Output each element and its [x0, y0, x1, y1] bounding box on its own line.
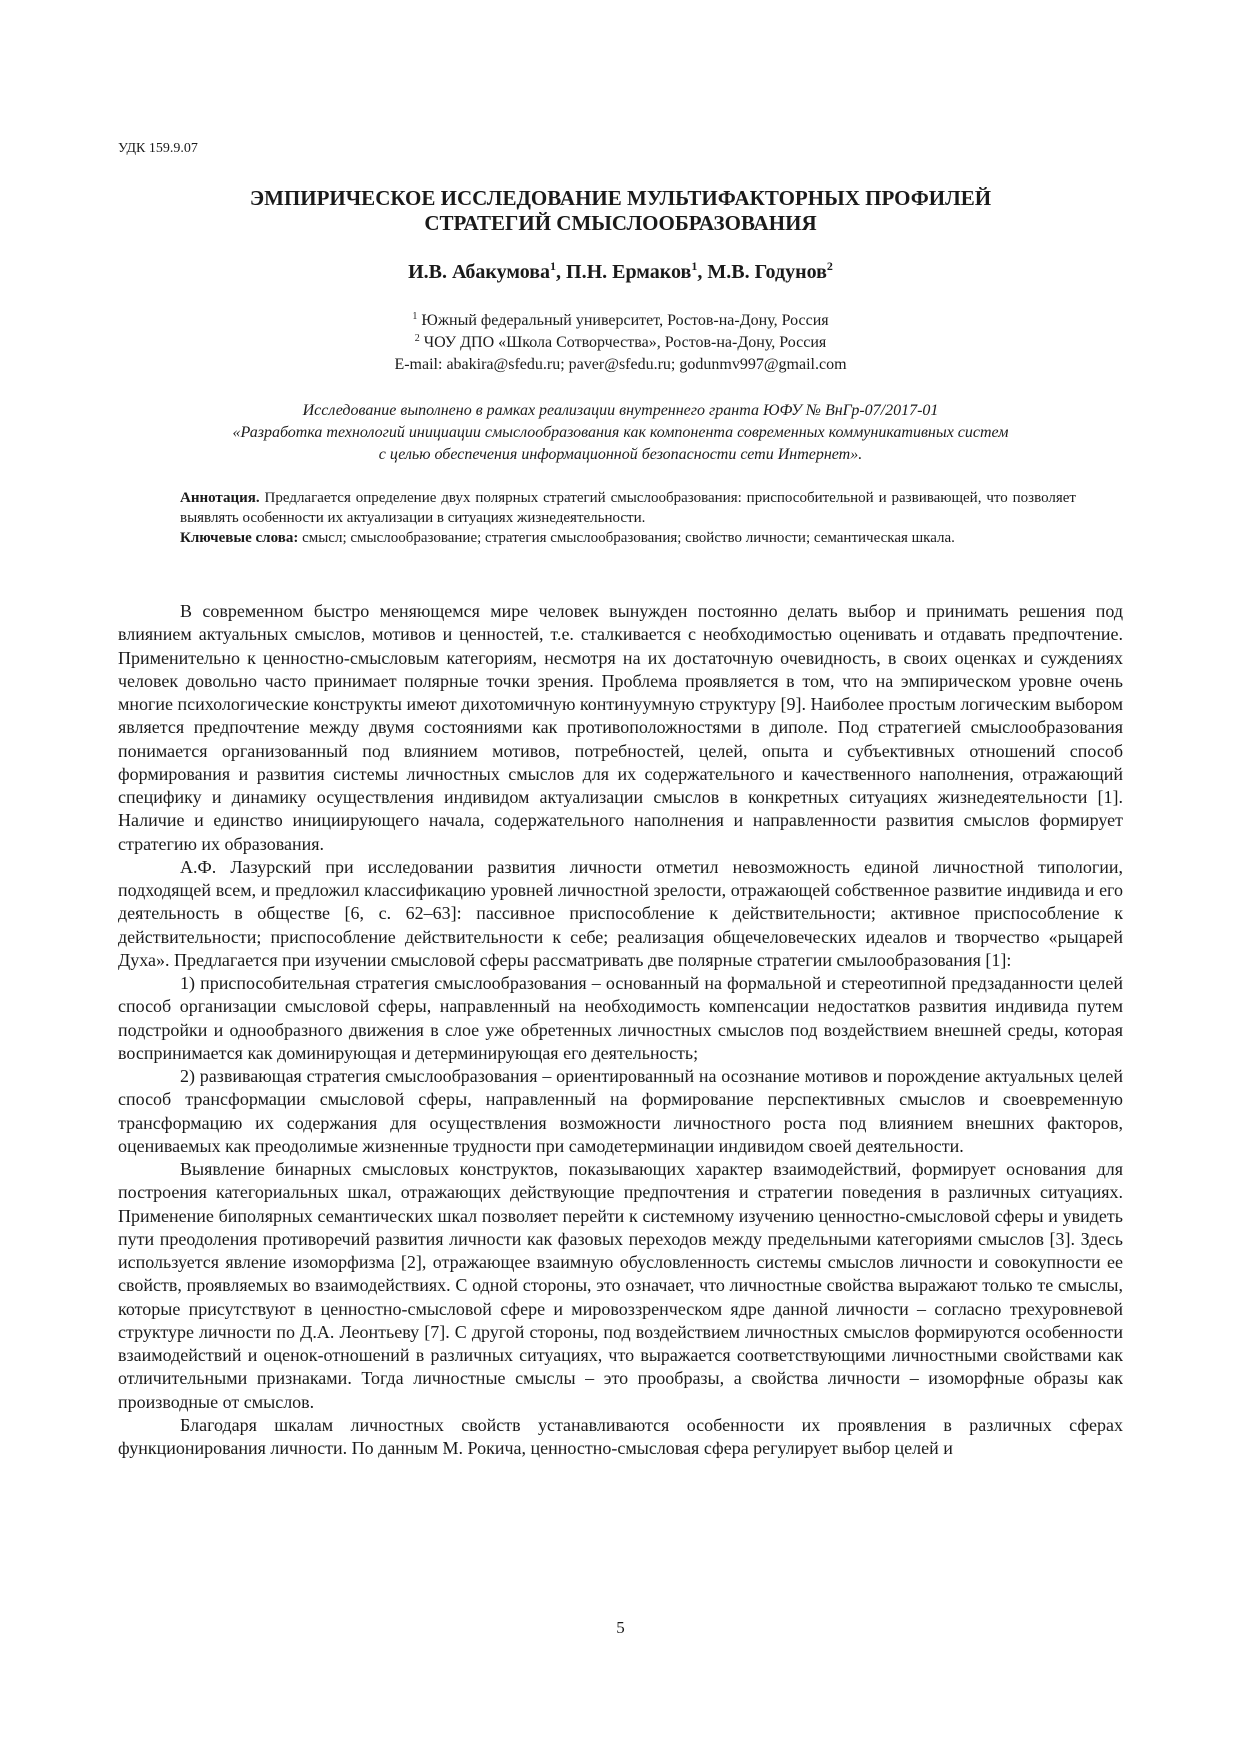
affiliation-mark: 2	[414, 333, 420, 344]
grant-line-3: с целью обеспечения информационной безопасности сети Интернет».	[378, 446, 863, 463]
abstract	[180, 488, 1076, 528]
grant-line-2: «Разработка технологий инициации смыслообразования как компонента современных коммуникативных систем	[232, 424, 1009, 441]
keywords	[180, 528, 1076, 548]
author-affil-mark: 2	[826, 259, 833, 273]
author-affil-mark: 1	[550, 259, 557, 273]
grant-acknowledgement	[120, 400, 1121, 466]
author-list: И.В. Абакумова$^1$, П.Н. Ермаков$^1$, М.В. Годунов$^2$	[408, 259, 833, 283]
body-paragraph: В современном быстро меняющемся мире человек вынужден постоянно делать выбор и принимать решения под влиянием актуальных смыслов, мотивов и ценностей, т.е. сталкивается с необходимостью оценивать и отдавать предпочтение. Применительно к ценностно-смысловым категориям, несмотря на их достаточную очевидность, в своих оценках и суждениях человек довольно часто принимает полярные точки зрения. Проблема проявляется в том, что на эмпирическом уровне очень многие психологические конструкты имеют дихотомичную континуумную структуру [9]. Наиболее простым логическим выбором является предпочтение между двумя состояниями как противоположностями в диполе. Под стратегией смыслообразования понимается организованный под влиянием мотивов, потребностей, целей, опыта и субъективных отношений способ формирования и развития системы личностных смыслов для их содержательного и качественного наполнения, отражающий специфику и динамику осуществления индивидом актуализации смыслов в конкретных ситуациях жизнедеятельности [1]. Наличие и единство инициирующего начала, содержательного наполнения и направленности развития смыслов формирует стратегию их образования.	[118, 601, 1123, 854]
title-line-1: ЭМПИРИЧЕСКОЕ ИССЛЕДОВАНИЕ МУЛЬТИФАКТОРНЫХ ПРОФИЛЕЙ	[249, 186, 992, 210]
author-affil-mark: 1	[691, 259, 698, 273]
body-paragraph: Выявление бинарных смысловых конструктов, показывающих характер взаимодействий, формирует основания для построения категориальных шкал, отражающих действующие предпочтения и стратегии поведения в различных ситуациях. Применение биполярных семантических шкал позволяет перейти к системному изучению ценностно-смысловой сферы и увидеть пути преодоления противоречий развития личности как фазовых переходов между предельными категориями смыслов [3]. Здесь используется явление изоморфизма [2], отражающее взаимную обусловленность системы смыслов личности и совокупности ее свойств, проявляемых во взаимодействиях. С одной стороны, это означает, что личностные свойства выражают только те смыслы, которые присутствуют в ценностно-смысловой сфере и мировоззренческом ядре данной личности – согласно трехуровневой структуре личности по Д.А. Леонтьеву [7]. С другой стороны, под воздействием личностных смыслов формируются особенности взаимодействий и оценок-отношений в различных ситуациях, что выражается соответствующими личностными свойствами как отличительными признаками. Тогда личностные смыслы – это прообразы, а свойства личности – изоморфные образы как производные от смыслов.	[118, 1159, 1123, 1412]
body-paragraph: Благодаря шкалам личностных свойств устанавливаются особенности их проявления в различных сферах функционирования личности. По данным М. Рокича, ценностно-смысловая сфера регулирует выбор целей и	[118, 1414, 1123, 1458]
email-line: E-mail: abakira@sfedu.ru; paver@sfedu.ru; godunmv997@gmail.com	[394, 356, 847, 373]
keywords-label: Ключевые слова:	[180, 530, 299, 546]
author-name: М.В. Годунов	[707, 261, 827, 283]
body-paragraph: 2) развивающая стратегия смыслообразования – ориентированный на осознание мотивов и порождение актуальных целей способ трансформации смысловой сферы, направленный на формирование перспективных смыслов и своевременную трансформацию их содержания для осуществления возможности личностного роста под влиянием внешних факторов, оцениваемых как преодолимые жизненные трудности при самодетерминации индивидом своей деятельности.	[118, 1066, 1123, 1156]
affiliation-item	[120, 310, 1121, 332]
abstract-text: Предлагается определение двух полярных стратегий смыслообразования: приспособительной и развивающей, что позволяет выявлять особенности их актуализации в ситуациях жизнедеятельности.	[180, 490, 1076, 526]
author-name: П.Н. Ермаков	[566, 261, 692, 283]
author-name: И.В. Абакумова	[408, 261, 551, 283]
affiliation-mark: 1	[412, 311, 418, 322]
title-line-2: СТРАТЕГИЙ СМЫСЛООБРАЗОВАНИЯ	[424, 211, 817, 235]
paper-title	[120, 186, 1121, 236]
affiliation-text: ЧОУ ДПО «Школа Сотворчества», Ростов-на-Дону, Россия	[419, 334, 827, 351]
body-text	[118, 600, 1123, 1460]
abstract-block	[180, 488, 1076, 548]
page-number: 5	[616, 1618, 625, 1637]
keywords-text: смысл; смыслообразование; стратегия смыслообразования; свойство личности; семантическая шкала.	[298, 530, 955, 546]
grant-line-1: Исследование выполнено в рамках реализации внутреннего гранта ЮФУ № ВнГр-07/2017-01	[302, 402, 939, 419]
affiliation-item	[120, 332, 1121, 354]
body-paragraph: 1) приспособительная стратегия смыслообразования – основанный на формальной и стереотипной предзаданности целей способ организации смысловой сферы, направленный на необходимость компенсации недостатков развития индивида путем подстройки и однообразного движения в слое уже обретенных личностных смыслов под воздействием внешней среды, которая воспринимается как доминирующая и детерминирующая его деятельность;	[118, 973, 1123, 1063]
affiliation-text: Южный федеральный университет, Ростов-на-Дону, Россия	[417, 312, 829, 329]
udk-code: УДК 159.9.07	[118, 141, 198, 156]
body-paragraph: А.Ф. Лазурский при исследовании развития личности отметил невозможность единой личностной типологии, подходящей всем, и предложил классификацию уровней личностной зрелости, отражающей собственное развитие индивида и его деятельность в обществе [6, с. 62–63]: пассивное приспособление к действительности; активное приспособление к действительности; приспособление действительности к себе; реализация общечеловеческих идеалов и творчество «рыцарей Духа». Предлагается при изучении смысловой сферы рассматривать две полярные стратегии смылообразования [1]:	[118, 856, 1123, 970]
abstract-label: Аннотация.	[180, 490, 260, 506]
affiliations	[120, 310, 1121, 376]
